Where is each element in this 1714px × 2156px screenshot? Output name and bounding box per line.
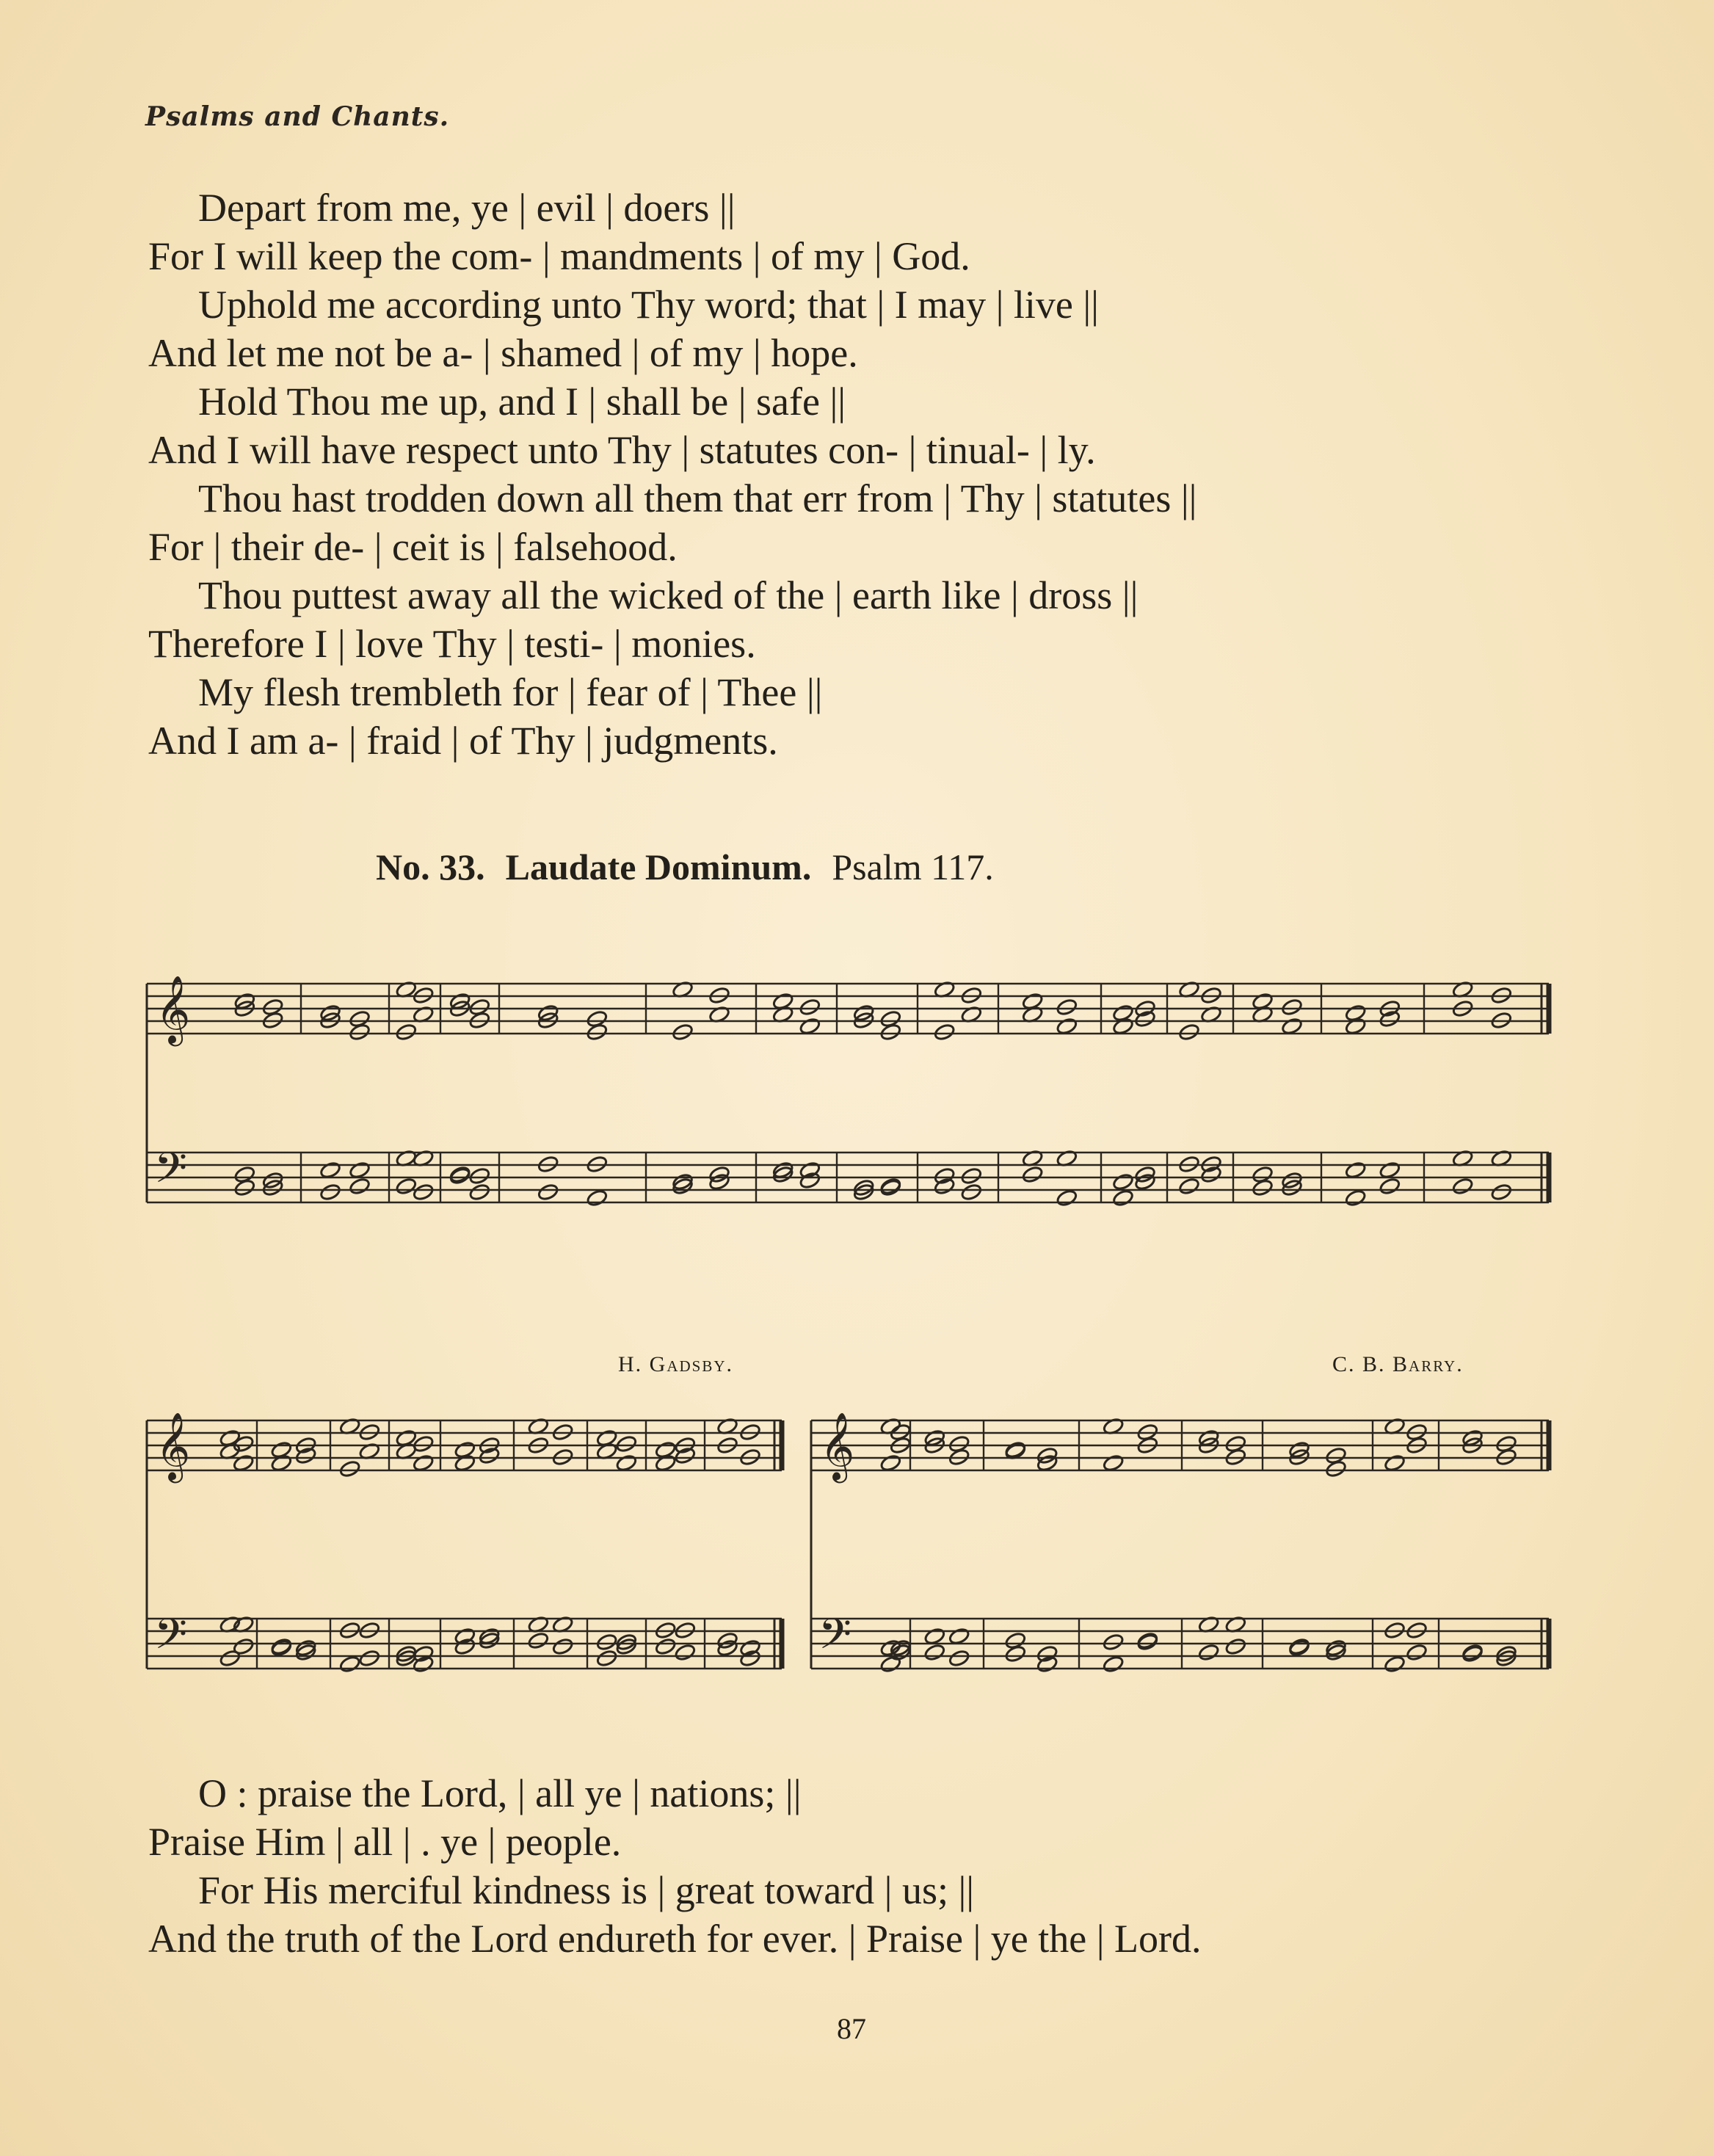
note-head <box>586 1023 608 1041</box>
verse-line: Praise Him | all | . ye | people. <box>148 1820 622 1864</box>
treble-clef-icon: 𝄞 <box>820 1412 855 1480</box>
note-head <box>1103 1633 1125 1651</box>
verse-line: And I am a- | fraid | of Thy | judgments. <box>148 719 778 763</box>
note-head <box>468 1183 490 1201</box>
note-head <box>596 1633 618 1651</box>
verse-line: Uphold me according unto Thy word; that | I may | live || <box>198 283 1099 327</box>
verse-line: Hold Thou me up, and I | shall be | safe || <box>198 380 846 424</box>
chant-number: No. 33. <box>376 846 485 888</box>
note-head <box>879 1655 901 1673</box>
note-head <box>923 1643 945 1661</box>
note-head <box>674 1643 696 1661</box>
note-head <box>615 1434 637 1453</box>
note-head <box>358 1649 380 1667</box>
verse-line: Depart from me, ye | evil | doers || <box>198 186 736 230</box>
note-head <box>1325 1459 1347 1478</box>
note-head <box>948 1649 970 1667</box>
note-head <box>219 1649 241 1667</box>
note-head <box>1288 1637 1310 1655</box>
verse-line: For His merciful kindness is | great toward | us; || <box>198 1868 975 1912</box>
note-head <box>1004 1631 1026 1649</box>
note-head <box>1406 1643 1428 1661</box>
note-head <box>349 1177 371 1195</box>
note-head <box>1198 1643 1220 1661</box>
note-head <box>879 1023 901 1041</box>
note-head <box>537 1183 559 1201</box>
verse-line: Therefore I | love Thy | testi- | monies. <box>148 622 756 666</box>
note-head <box>1056 998 1078 1016</box>
note-head <box>468 1166 490 1185</box>
verse-line: For | their de- | ceit is | falsehood. <box>148 525 678 569</box>
note-head <box>270 1637 292 1655</box>
treble-clef-icon: 𝄞 <box>156 975 191 1043</box>
note-head <box>1345 1188 1367 1207</box>
composer-left: H. Gadsby. <box>618 1352 734 1376</box>
note-head <box>339 1655 361 1673</box>
note-head <box>1022 1165 1044 1183</box>
note-head <box>1490 1183 1512 1201</box>
note-head <box>1178 1177 1200 1195</box>
note-head <box>960 1166 982 1185</box>
composer-right: C. B. Barry. <box>1332 1352 1464 1376</box>
note-head <box>1281 998 1303 1016</box>
note-head <box>1379 1177 1401 1195</box>
note-head <box>1252 1165 1274 1183</box>
note-head <box>1103 1655 1125 1673</box>
treble-clef-icon: 𝄞 <box>156 1412 191 1480</box>
note-head <box>552 1637 574 1655</box>
verse-line: Thou puttest away all the wicked of the | earth like | dross || <box>198 573 1139 617</box>
note-head <box>449 1165 471 1183</box>
bass-clef-icon: 𝄢 <box>154 1143 188 1203</box>
note-head <box>339 1459 361 1478</box>
note-head <box>655 1637 677 1655</box>
bass-clef-icon: 𝄢 <box>818 1609 852 1669</box>
note-head <box>349 1023 371 1041</box>
note-head <box>1112 1172 1134 1191</box>
bass-clef-icon: 𝄢 <box>154 1609 188 1669</box>
note-head <box>1136 1631 1158 1649</box>
page-number: 87 <box>837 2012 866 2045</box>
verse-line: My flesh trembleth for | fear of | Thee || <box>198 670 823 714</box>
note-head <box>319 1183 341 1201</box>
verse-line: And the truth of the Lord endureth for ever. | Praise | ye the | Lord. <box>148 1917 1202 1961</box>
note-head <box>672 1023 694 1041</box>
note-head <box>586 1188 608 1207</box>
verse-line: And let me not be a- | shamed | of my | hope. <box>148 331 858 375</box>
note-head <box>233 1637 255 1655</box>
note-head <box>1178 1023 1200 1041</box>
chant-name: Laudate Dominum. <box>505 846 812 888</box>
verse-line: And I will have respect unto Thy | statutes con- | tinual- | ly. <box>148 428 1096 472</box>
verse-line: For I will keep the com- | mandments | of my | God. <box>148 234 970 278</box>
note-head <box>879 1177 901 1195</box>
note-head <box>233 1434 255 1453</box>
note-head <box>1461 1643 1484 1661</box>
note-head <box>395 1023 417 1041</box>
note-head <box>527 1631 549 1649</box>
note-head <box>1112 1188 1134 1207</box>
note-head <box>1384 1655 1406 1673</box>
note-head <box>233 1165 255 1183</box>
note-head <box>596 1649 618 1667</box>
running-header: Psalms and Chants. <box>145 101 450 132</box>
note-head <box>1452 1177 1474 1195</box>
verse-line: Thou hast trodden down all them that err from | Thy | statutes || <box>198 476 1197 520</box>
verse-bottom <box>0 1769 1714 1963</box>
chant-psalm: Psalm 117. <box>832 846 994 888</box>
verse-line: O : praise the Lord, | all ye | nations; || <box>198 1771 802 1815</box>
note-head <box>960 1183 982 1201</box>
note-head <box>934 1023 956 1041</box>
note-head <box>1056 1188 1078 1207</box>
note-head <box>799 998 821 1016</box>
note-head <box>1224 1637 1246 1655</box>
